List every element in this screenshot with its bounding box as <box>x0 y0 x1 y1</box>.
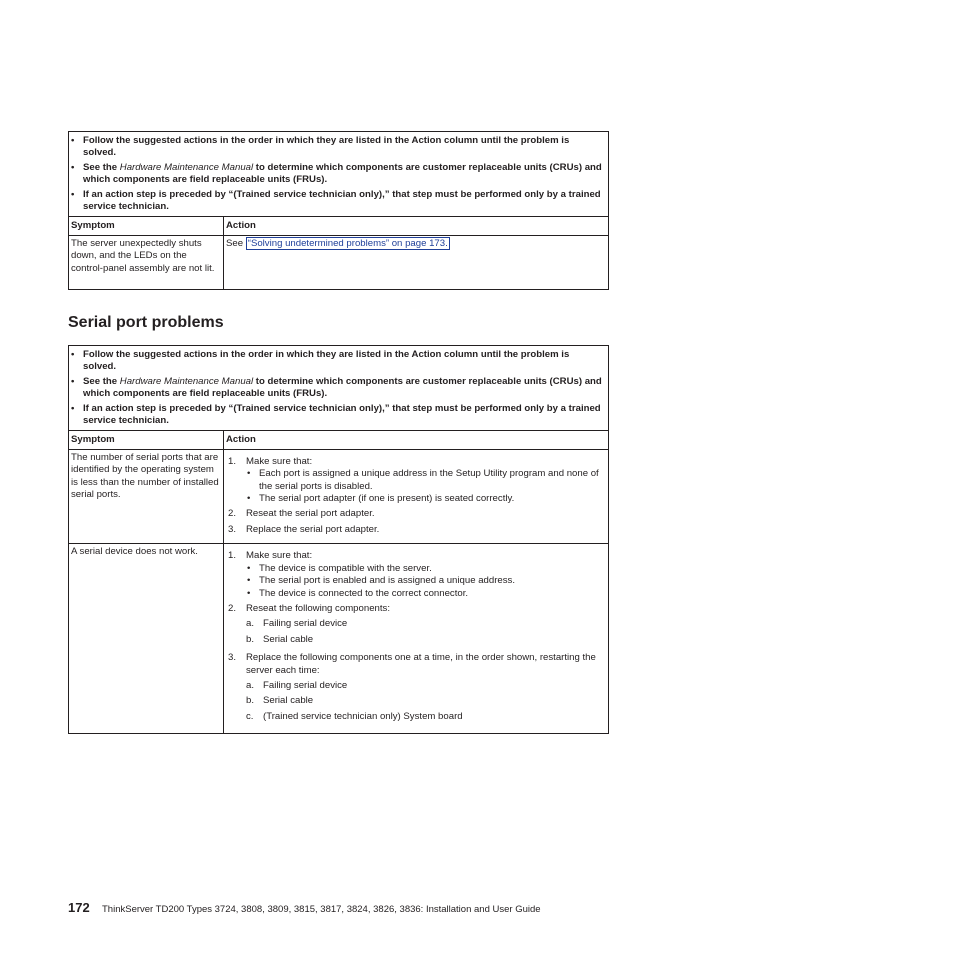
column-header-action: Action <box>224 217 609 235</box>
note: • Follow the suggested actions in the order in which they are listed in the Action column until the problem is solved. <box>71 135 570 159</box>
sub-step: c. (Trained service technician only) System board <box>246 710 463 722</box>
note: • If an action step is preceded by “(Trained service technician only),” that step must be performed only by a trained service technician. <box>71 402 601 427</box>
action-step: 3. Replace the following components one at a time, in the order shown, restarting the server each time: a. Failing serial device b. Serial cable c. (Trained service technician only) System board <box>226 652 606 726</box>
column-header-symptom: Symptom <box>69 217 224 235</box>
troubleshooting-table-serial <box>68 345 609 734</box>
notes-cell <box>69 132 609 217</box>
manual-title: Hardware Maintenance Manual <box>119 375 254 387</box>
action-step: 2. Reseat the following components: a. Failing serial device b. Serial cable <box>226 603 606 649</box>
sub-step: a. Failing serial device <box>246 618 348 630</box>
symptom-cell: The number of serial ports that are identified by the operating system is less than the number of installed serial ports. <box>69 449 224 543</box>
table-row <box>69 235 609 289</box>
manual-title: Hardware Maintenance Manual <box>119 161 254 173</box>
action-cell <box>224 544 609 734</box>
action-step: 1. Make sure that: • The device is compatible with the server. • The serial port is enabled and is assigned a unique address. • The device is connected to the correct connector. <box>226 550 606 600</box>
symptom-cell: A serial device does not work. <box>69 544 224 734</box>
section-title: Serial port problems <box>68 314 224 331</box>
document-title: ThinkServer TD200 Types 3724, 3808, 3809, 3815, 3817, 3824, 3826, 3836: Installation and User Guide <box>102 904 541 915</box>
bullet-item: • Each port is assigned a unique address in the Setup Utility program and none of the serial ports is disabled. <box>247 468 599 492</box>
action-cell: See “Solving undetermined problems” on page 173. <box>224 235 609 289</box>
bullet-item: • The device is connected to the correct connector. <box>247 587 469 599</box>
symptom-cell: The server unexpectedly shuts down, and the LEDs on the control-panel assembly are not lit. <box>69 235 224 289</box>
action-step: 3. Replace the serial port adapter. <box>228 523 380 535</box>
notes-cell <box>69 346 609 431</box>
bullet-item: • The device is compatible with the server. <box>247 562 432 574</box>
note: • Follow the suggested actions in the order in which they are listed in the Action column until the problem is solved. <box>71 349 570 373</box>
bullet-item: • The serial port is enabled and is assigned a unique address. <box>247 575 515 587</box>
sub-step: b. Serial cable <box>246 633 314 645</box>
page-footer <box>68 900 541 915</box>
table-row <box>69 449 609 543</box>
column-header-action: Action <box>224 431 609 449</box>
sub-step: a. Failing serial device <box>246 679 348 691</box>
troubleshooting-table-general <box>68 131 609 290</box>
column-header-symptom: Symptom <box>69 431 224 449</box>
action-cell <box>224 449 609 543</box>
note: • See the Hardware Maintenance Manual to determine which components are customer replaceable units (CRUs) and which components are field replaceable units (FRUs). <box>71 161 602 186</box>
table-row <box>69 544 609 734</box>
note: • If an action step is preceded by “(Trained service technician only),” that step must be performed only by a trained service technician. <box>71 188 601 213</box>
note: • See the Hardware Maintenance Manual to determine which components are customer replaceable units (CRUs) and which components are field replaceable units (FRUs). <box>71 375 602 400</box>
bullet-item: • The serial port adapter (if one is present) is seated correctly. <box>247 493 515 505</box>
page-number: 172 <box>68 900 90 915</box>
cross-reference-link[interactable]: “Solving undetermined problems” on page 173. <box>247 237 448 249</box>
action-step: 1. Make sure that: • Each port is assigned a unique address in the Setup Utility program and none of the serial ports is disabled. • The serial port adapter (if one is present) is seated correctly. <box>226 456 606 506</box>
sub-step: b. Serial cable <box>246 695 314 707</box>
action-step: 2. Reseat the serial port adapter. <box>228 508 375 520</box>
